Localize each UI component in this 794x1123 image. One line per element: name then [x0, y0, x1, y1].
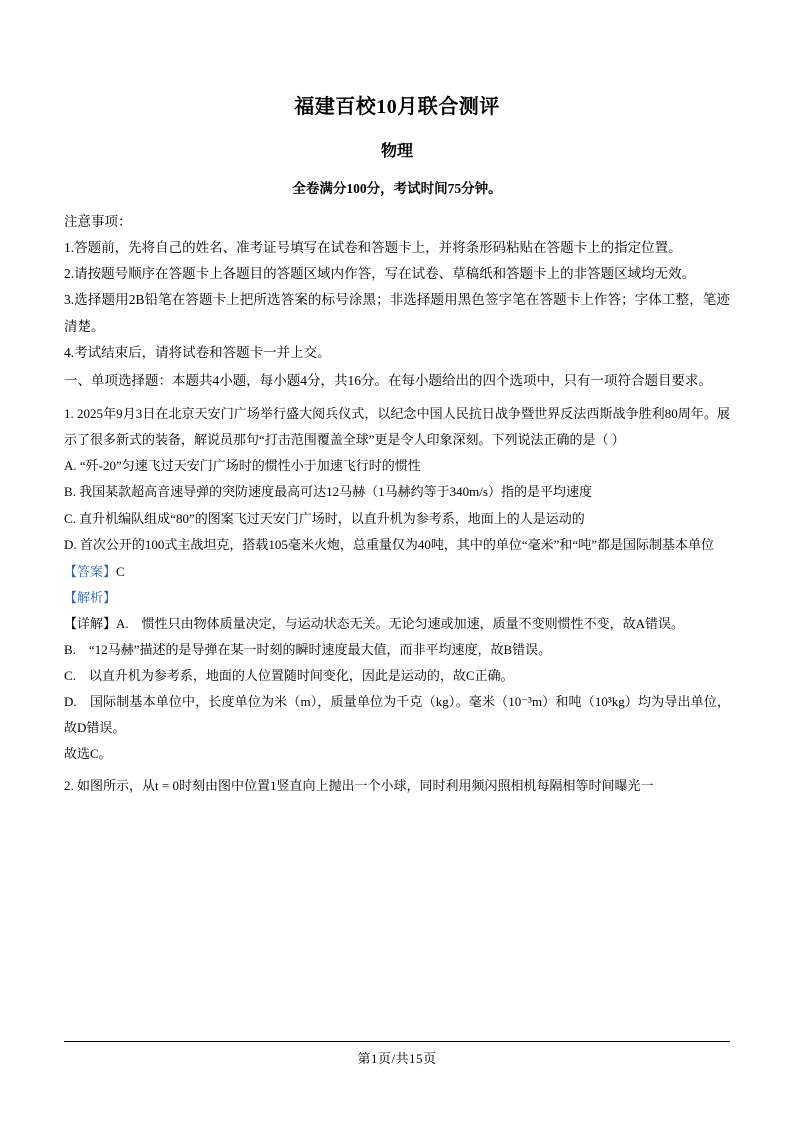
- page-number: 第1页/共15页: [357, 1051, 437, 1066]
- question-1-stem: 1. 2025年9月3日在北京天安门广场举行盛大阅兵仪式，以纪念中国人民抗日战争暨世界反法西斯战争胜利80周年。展示了很多新式的装备，解说员那句“打击范围覆盖全球”更是令人印象深刻。下列说法正确的是（ ）: [64, 405, 730, 447]
- notice-item-2: 2.请按题号顺序在答题卡上各题目的答题区域内作答，写在试卷、草稿纸和答题卡上的非答题区域均无效。: [64, 265, 696, 281]
- notice-heading: 注意事项：: [64, 214, 132, 229]
- section-heading: 一、单项选择题：本题共4小题，每小题4分，共16分。在每小题给出的四个选项中，只有一项符合题目要求。: [64, 373, 712, 389]
- analysis-tag: 【解析】: [64, 590, 117, 606]
- notice-item-4: 4.考试结束后，请将试卷和答题卡一并上交。: [64, 344, 331, 360]
- exam-score-line: 全卷满分100分，考试时间75分钟。: [292, 181, 502, 196]
- question-1-detail-b: B. “12马赫”描述的是导弹在某一时刻的瞬时速度最大值，而非平均速度，故B错误。: [64, 642, 552, 658]
- question-2-stem: 2. 如图所示，从t = 0时刻由图中位置1竖直向上抛出一个小球，同时利用频闪照相机每隔相等时间曝光一: [64, 778, 654, 794]
- question-1-detail-c: C. 以直升机为参考系，地面的人位置随时间变化，因此是运动的，故C正确。: [64, 668, 514, 684]
- question-1-answer-line: [64, 559, 730, 585]
- question-1-analysis-line: [64, 585, 730, 611]
- question-1-option-c: C. 直升机编队组成“80”的图案飞过天安门广场时，以直升机为参考系，地面上的人是运动的: [64, 510, 585, 526]
- question-1-option-d: D. 首次公开的100式主战坦克，搭载105毫米火炮，总重量仅为40吨，其中的单位“毫米”和“吨”都是国际制基本单位: [64, 537, 714, 553]
- page-footer: [0, 1041, 794, 1067]
- question-1-conclusion: 故选C。: [64, 746, 112, 762]
- notice-item-1: 1.答题前，先将自己的姓名、准考证号填写在试卷和答题卡上，并将条形码粘贴在答题卡上的指定位置。: [64, 239, 682, 255]
- answer-tag: 【答案】: [64, 564, 117, 580]
- question-1-detail-a: 【详解】A. 惯性只由物体质量决定，与运动状态无关。无论匀速或加速，质量不变则惯性不变，故A错误。: [64, 616, 685, 632]
- question-1-option-a: A. “歼-20”匀速飞过天安门广场时的惯性小于加速飞行时的惯性: [64, 457, 421, 473]
- question-1-detail-d: D. 国际制基本单位中，长度单位为米（m），质量单位为千克（kg）。毫米（10⁻³m）和吨（10³kg）均为导出单位，故D错误。: [64, 694, 730, 736]
- question-1-option-b: B. 我国某款超高音速导弹的突防速度最高可达12马赫（1马赫约等于340m/s）指的是平均速度: [64, 484, 592, 500]
- page-title: 福建百校10月联合测评: [294, 96, 500, 118]
- answer-value: C: [116, 564, 125, 580]
- subject-title: 物理: [380, 143, 413, 160]
- notice-item-3: 3.选择题用2B铅笔在答题卡上把所选答案的标号涂黑；非选择题用黑色签字笔在答题卡上作答；字体工整，笔迹清楚。: [64, 292, 730, 334]
- footer-divider: [64, 1041, 730, 1042]
